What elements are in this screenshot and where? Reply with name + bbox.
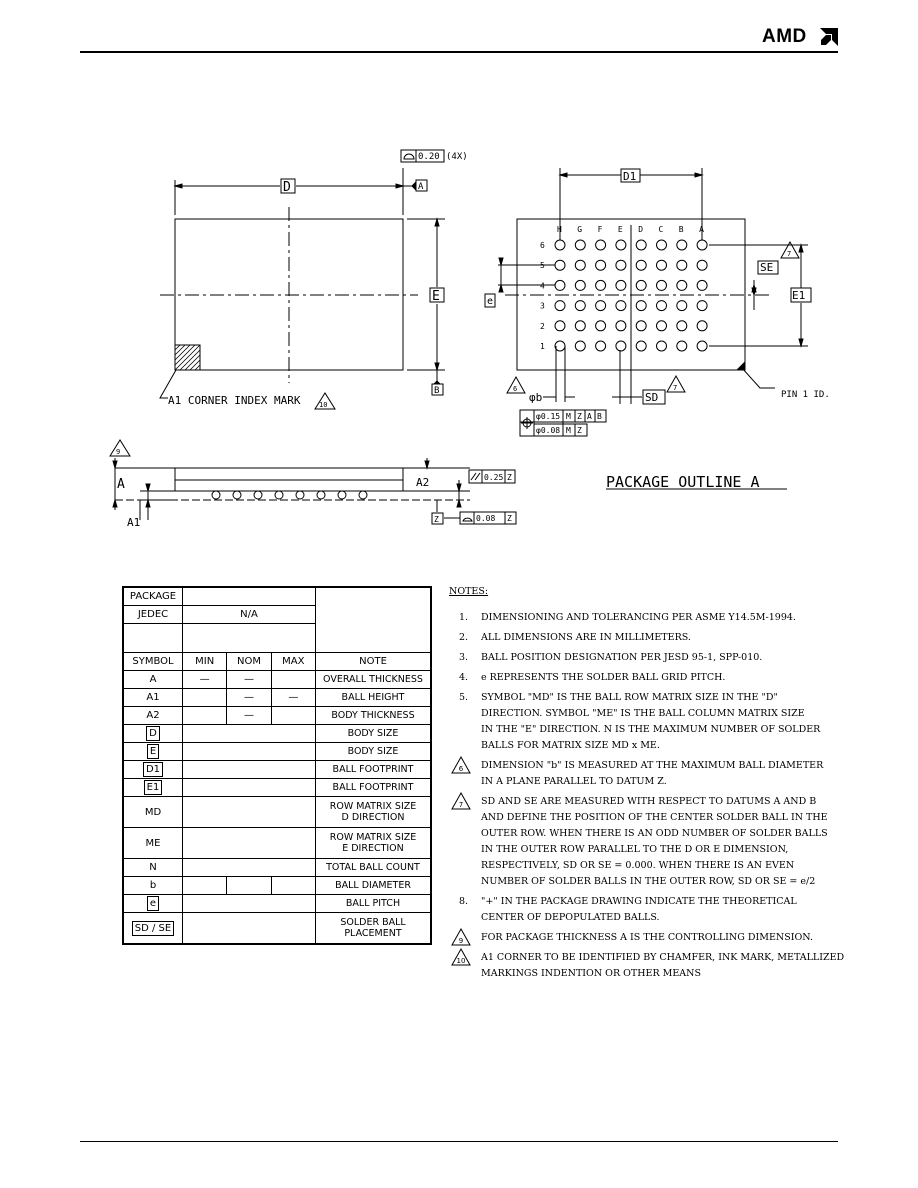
- coplanarity-datum: Z: [507, 514, 512, 523]
- logo-text: AMD: [762, 26, 807, 47]
- solder-ball: [636, 341, 646, 351]
- spec-note: BALL PITCH: [316, 895, 432, 913]
- col-max: MAX: [271, 653, 315, 671]
- solder-ball: [575, 260, 585, 270]
- column-label: A: [699, 225, 704, 234]
- solder-ball: [697, 321, 707, 331]
- row-label: 6: [540, 241, 545, 250]
- datum-z-label: Z: [434, 515, 439, 524]
- spec-symbol: ME: [123, 828, 183, 859]
- spec-row: [123, 761, 431, 779]
- spec-symbol: SD / SE: [123, 913, 183, 945]
- spec-row: [123, 743, 431, 761]
- pin1-label: PIN 1 ID.: [781, 390, 830, 400]
- tol1-datum-1: Z: [577, 412, 582, 421]
- spec-note: OVERALL THICKNESS: [316, 671, 432, 689]
- spec-symbol: A1: [123, 689, 183, 707]
- row-label: 2: [540, 321, 545, 331]
- notes-list: [449, 610, 849, 982]
- column-label: F: [597, 225, 603, 234]
- solder-ball: [697, 280, 707, 290]
- note9-marker: 9: [116, 448, 121, 456]
- solder-ball: [596, 260, 606, 270]
- dim-a2-label: A2: [416, 476, 430, 489]
- spec-max: —: [271, 689, 315, 707]
- flatness-qty: (4X): [446, 152, 468, 162]
- note10-marker: 10: [319, 401, 328, 409]
- col-nom: NOM: [227, 653, 271, 671]
- solder-ball: [677, 240, 687, 250]
- solder-ball: [575, 301, 585, 311]
- solder-ball: [555, 301, 565, 311]
- spec-row: [123, 725, 431, 743]
- spec-table: [122, 586, 432, 945]
- solder-ball: [596, 321, 606, 331]
- dim-pitch-label: e: [487, 296, 494, 307]
- spec-symbol: D1: [123, 761, 183, 779]
- spec-max: [271, 707, 315, 725]
- row-label: 4: [540, 281, 545, 291]
- column-label: H: [557, 225, 562, 234]
- solder-ball: [657, 280, 667, 290]
- spec-note: ROW MATRIX SIZE E DIRECTION: [316, 828, 432, 859]
- dim-a-label: A: [117, 477, 125, 492]
- tol2-value: φ0.08: [536, 426, 561, 435]
- note-item: 1. DIMENSIONING AND TOLERANCING PER ASME Y14.5M-1994.: [459, 612, 796, 623]
- solder-ball: [575, 321, 585, 331]
- outline-title: PACKAGE OUTLINE A: [606, 473, 760, 491]
- flatness-value: 0.20: [418, 152, 440, 162]
- dim-e-label: E: [432, 289, 440, 304]
- col-symbol: SYMBOL: [123, 653, 183, 671]
- row-label: 1: [540, 342, 545, 351]
- spec-symbol: A: [123, 671, 183, 689]
- spec-min: [183, 877, 227, 895]
- jedec-value: N/A: [183, 606, 316, 624]
- spec-note: BODY THICKNESS: [316, 707, 432, 725]
- coplanarity-value: 0.08: [476, 514, 496, 523]
- spec-nom: —: [227, 671, 271, 689]
- spec-max: [271, 671, 315, 689]
- solder-ball: [657, 341, 667, 351]
- spec-symbol: E1: [123, 779, 183, 797]
- notes-section: [449, 584, 849, 986]
- solder-ball: [616, 321, 626, 331]
- spec-row: [123, 895, 431, 913]
- solder-ball: [636, 321, 646, 331]
- col-note: NOTE: [316, 653, 432, 671]
- note7-marker-b: 7: [673, 384, 678, 392]
- spec-note: BODY SIZE: [316, 725, 432, 743]
- column-label: B: [678, 225, 684, 234]
- column-label: D: [638, 225, 644, 234]
- solder-ball: [697, 260, 707, 270]
- solder-ball: [555, 321, 565, 331]
- spec-symbol: e: [123, 895, 183, 913]
- solder-ball: [657, 260, 667, 270]
- dim-a1-label: A1: [127, 516, 141, 529]
- datum-a-label: A: [418, 182, 424, 192]
- package-label: PACKAGE: [123, 587, 183, 606]
- solder-ball: [636, 280, 646, 290]
- solder-ball: [555, 280, 565, 290]
- note-item: 2. ALL DIMENSIONS ARE IN MILLIMETERS.: [459, 632, 691, 643]
- note-triangle-icon: 9: [451, 928, 471, 946]
- solder-ball: [616, 280, 626, 290]
- solder-ball: [657, 321, 667, 331]
- notes-title: NOTES:: [449, 586, 489, 597]
- note-triangle-icon: 6: [451, 756, 471, 774]
- solder-ball: [657, 301, 667, 311]
- solder-ball: [677, 321, 687, 331]
- row-label: 3: [540, 301, 545, 311]
- spec-body: [123, 671, 431, 945]
- dim-b-label: φb: [529, 391, 543, 404]
- datum-b-label: B: [434, 386, 440, 396]
- spec-min: —: [183, 671, 227, 689]
- corner-index-label: A1 CORNER INDEX MARK: [168, 394, 301, 407]
- spec-symbol: MD: [123, 797, 183, 828]
- spec-max: [271, 877, 315, 895]
- spec-symbol: N: [123, 859, 183, 877]
- spec-row: [123, 797, 431, 828]
- solder-ball: [636, 301, 646, 311]
- solder-ball: [596, 280, 606, 290]
- solder-ball: [616, 301, 626, 311]
- note-item: 3. BALL POSITION DESIGNATION PER JESD 95-1, SPP-010.: [459, 652, 763, 663]
- note-triangle-icon: 10: [451, 948, 471, 966]
- note-item: 6 DIMENSION "b" IS MEASURED AT THE MAXIMUM BALL DIAMETER IN A PLANE PARALLEL TO DATUM Z.: [449, 758, 849, 790]
- solder-ball: [575, 341, 585, 351]
- column-label: G: [577, 225, 583, 234]
- spec-note: BALL DIAMETER: [316, 877, 432, 895]
- spec-row: [123, 877, 431, 895]
- note-item: 7 SD AND SE ARE MEASURED WITH RESPECT TO DATUMS A AND B AND DEFINE THE POSITION OF THE CENTER SOLDER BALL IN THE OUTER ROW. WHEN THERE IS AN ODD NUMBER OF SOLDER BALLS IN THE OUTER ROW PARALLEL TO THE D OR E DIMENSION, RESPECTIVELY, SD OR SE = 0.000. WHEN THERE IS AN EVEN NUMBER OF SOLDER BALLS IN THE OUTER ROW, SD OR SE = e/2: [449, 794, 849, 890]
- spec-symbol: b: [123, 877, 183, 895]
- spec-row: [123, 828, 431, 859]
- spec-row: [123, 913, 431, 945]
- spec-row: [123, 707, 431, 725]
- note7-marker-a: 7: [787, 250, 792, 258]
- spec-min: [183, 689, 227, 707]
- solder-ball: [616, 260, 626, 270]
- solder-ball: [596, 240, 606, 250]
- jedec-label: JEDEC: [123, 606, 183, 624]
- spec-row: [123, 671, 431, 689]
- dim-d-label: D: [283, 180, 291, 195]
- spec-symbol: D: [123, 725, 183, 743]
- dim-e1-label: E1: [792, 289, 806, 302]
- solder-ball: [616, 341, 626, 351]
- note6-marker: 6: [513, 385, 518, 393]
- spec-note: BALL FOOTPRINT: [316, 779, 432, 797]
- tol1-mod: M: [566, 412, 571, 421]
- solder-ball: [677, 341, 687, 351]
- spec-note: ROW MATRIX SIZE D DIRECTION: [316, 797, 432, 828]
- solder-ball: [555, 260, 565, 270]
- tol1-datum-2: A: [587, 412, 592, 421]
- solder-ball: [657, 240, 667, 250]
- solder-ball: [575, 240, 585, 250]
- solder-ball: [697, 341, 707, 351]
- spec-symbol: E: [123, 743, 183, 761]
- parallel-datum: Z: [507, 473, 512, 482]
- spec-nom: —: [227, 707, 271, 725]
- note-item: 4. e REPRESENTS THE SOLDER BALL GRID PITCH.: [459, 672, 726, 683]
- tol2-mod: M: [566, 426, 571, 435]
- tol1-datum-3: B: [597, 412, 602, 421]
- spec-symbol: A2: [123, 707, 183, 725]
- solder-ball: [555, 240, 565, 250]
- spec-note: BODY SIZE: [316, 743, 432, 761]
- spec-row: [123, 689, 431, 707]
- note-triangle-icon: 7: [451, 792, 471, 810]
- spec-min: [183, 707, 227, 725]
- solder-ball: [697, 301, 707, 311]
- spec-note: SOLDER BALL PLACEMENT: [316, 913, 432, 945]
- solder-ball: [677, 280, 687, 290]
- row-label: 5: [540, 261, 545, 271]
- note-item: 5. SYMBOL "MD" IS THE BALL ROW MATRIX SIZE IN THE "D" DIRECTION. SYMBOL "ME" IS THE BALL COLUMN MATRIX SIZE IN THE "E" DIRECTION. N IS THE MAXIMUM NUMBER OF SOLDER BALLS FOR MATRIX SIZE MD x ME.: [459, 692, 821, 751]
- dim-sd-label: SD: [645, 391, 659, 404]
- solder-ball: [636, 240, 646, 250]
- package-drawing: [0, 0, 918, 560]
- solder-ball: [677, 260, 687, 270]
- column-label: C: [658, 225, 664, 234]
- spec-note: TOTAL BALL COUNT: [316, 859, 432, 877]
- parallel-value: 0.25: [484, 473, 504, 482]
- solder-ball: [596, 301, 606, 311]
- spec-nom: [227, 877, 271, 895]
- col-min: MIN: [183, 653, 227, 671]
- spec-note: BALL HEIGHT: [316, 689, 432, 707]
- spec-note: BALL FOOTPRINT: [316, 761, 432, 779]
- note-item: 9 FOR PACKAGE THICKNESS A IS THE CONTROLLING DIMENSION.: [449, 930, 849, 946]
- solder-ball: [677, 301, 687, 311]
- footer-rule: [80, 1141, 838, 1142]
- column-label: E: [617, 225, 623, 234]
- solder-ball: [575, 280, 585, 290]
- spec-nom: —: [227, 689, 271, 707]
- spec-row: [123, 859, 431, 877]
- solder-ball: [636, 260, 646, 270]
- tol2-datum: Z: [577, 426, 582, 435]
- dim-d1-label: D1: [623, 170, 637, 183]
- solder-ball: [616, 240, 626, 250]
- spec-row: [123, 779, 431, 797]
- solder-ball: [596, 341, 606, 351]
- solder-ball: [697, 240, 707, 250]
- note-item: 10 A1 CORNER TO BE IDENTIFIED BY CHAMFER, INK MARK, METALLIZED MARKINGS INDENTION OR OTHER MEANS: [449, 950, 849, 982]
- dim-se-label: SE: [760, 261, 774, 274]
- tol1-value: φ0.15: [536, 412, 561, 421]
- note-item: 8. "+" IN THE PACKAGE DRAWING INDICATE THE THEORETICAL CENTER OF DEPOPULATED BALLS.: [459, 896, 797, 923]
